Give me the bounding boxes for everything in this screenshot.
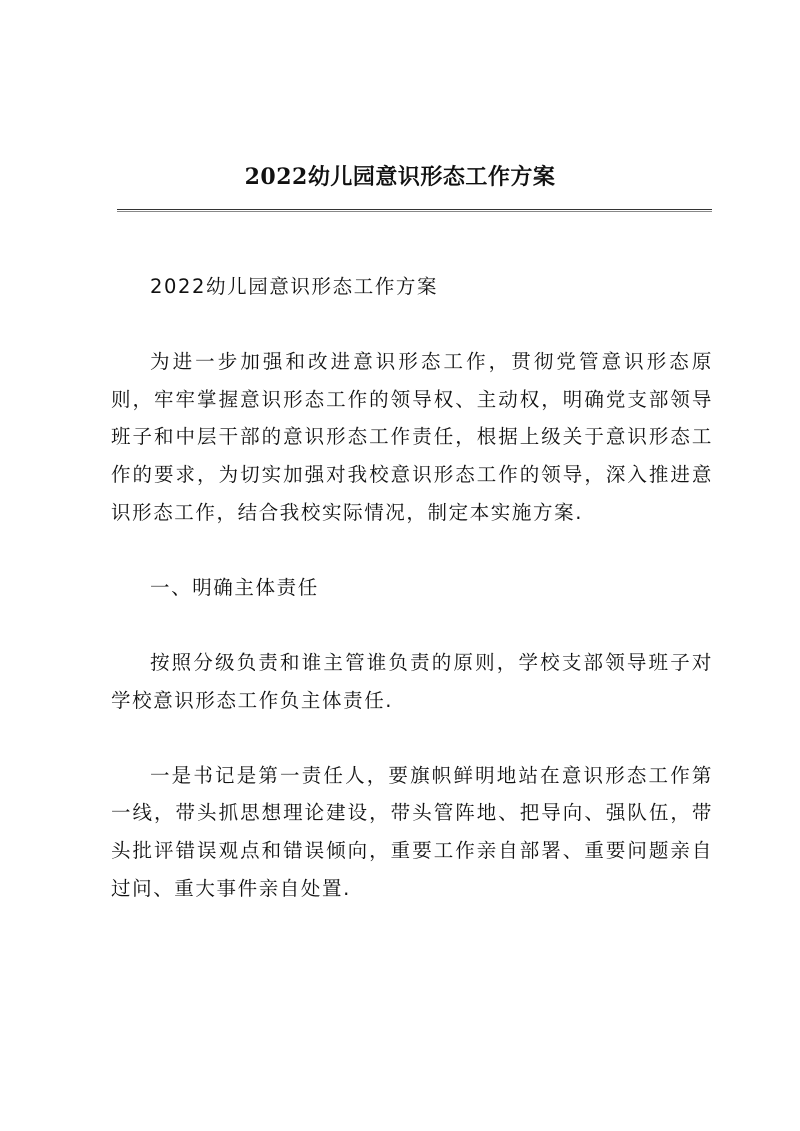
title-divider <box>117 209 712 212</box>
section-heading: 一、明确主体责任 <box>150 575 319 599</box>
paragraph-principle: 按照分级负责和谁主管谁负责的原则，学校支部领导班子对学校意识形态工作负主体责任. <box>111 650 713 712</box>
document-body <box>111 268 713 945</box>
body-subtitle: 2022幼儿园意识形态工作方案 <box>150 275 439 298</box>
paragraph-intro: 为进一步加强和改进意识形态工作，贯彻党管意识形态原则，牢牢掌握意识形态工作的领导权、主动权，明确党支部领导班子和中层干部的意识形态工作责任，根据上级关于意识形态工作的要求，为切实加强对我校意识形态工作的领导，深入推进意识形态工作，结合我校实际情况，制定本实施方案. <box>111 350 713 524</box>
page-title: 2022幼儿园意识形态工作方案 <box>244 164 556 190</box>
paragraph-secretary: 一是书记是第一责任人，要旗帜鲜明地站在意识形态工作第一线，带头抓思想理论建设，带头管阵地、把导向、强队伍，带头批评错误观点和错误倾向，重要工作亲自部署、重要问题亲自过问、重大事件亲自处置. <box>111 763 713 900</box>
